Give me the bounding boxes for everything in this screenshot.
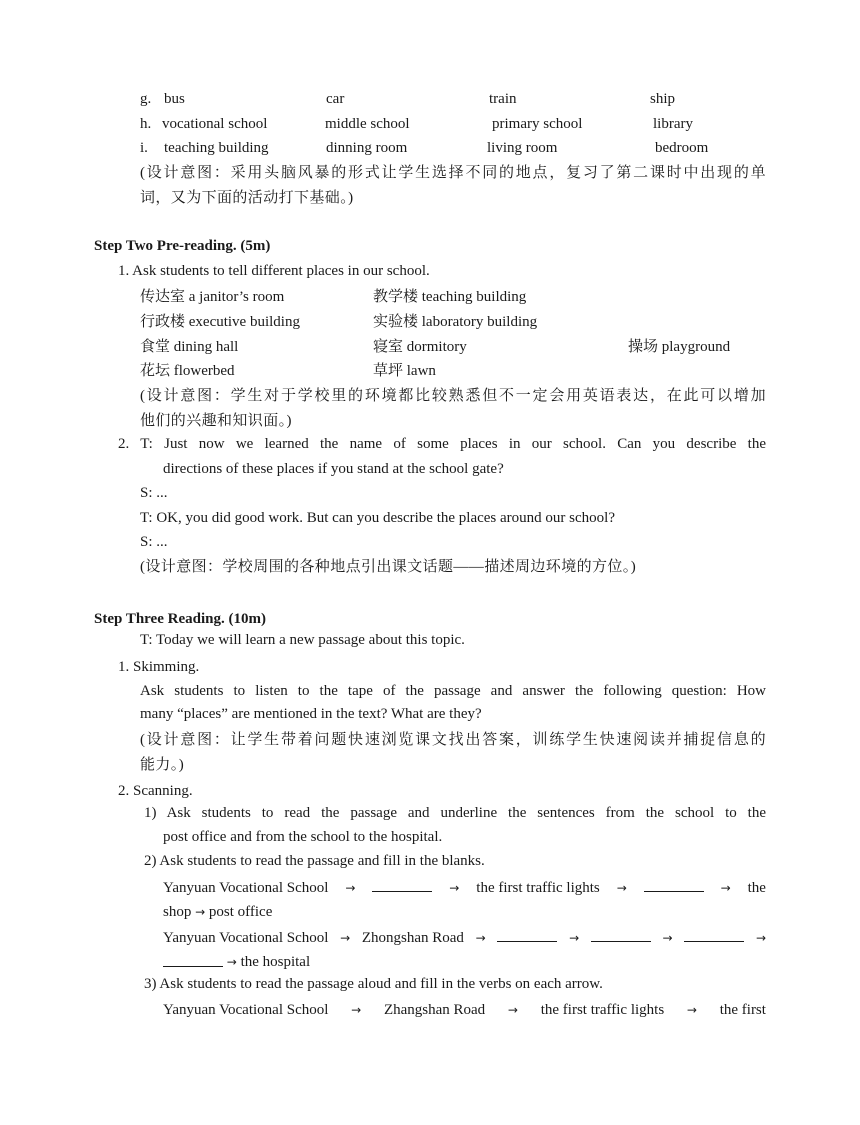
arrow-icon: → xyxy=(755,931,766,945)
vocab-word: ship xyxy=(650,91,676,107)
list-item-continuation: directions of these places if you stand at the school gate? xyxy=(163,461,504,477)
arrow-icon: → xyxy=(720,881,731,895)
route-stop: Yanyuan Vocational School xyxy=(163,1002,329,1018)
route-stop: Zhangshan Road xyxy=(383,1002,486,1018)
route-line xyxy=(163,905,272,920)
arrow-icon: → xyxy=(507,1003,518,1017)
place-item: 传达室 a janitor’s room xyxy=(140,289,285,305)
place-item: 草坪 lawn xyxy=(373,363,436,379)
route-stop: Zhongshan Road xyxy=(361,930,464,946)
route-stop: Yanyuan Vocational School xyxy=(163,930,329,946)
route-stop: the hospital xyxy=(240,954,311,970)
design-note: (设计意图：采用头脑风暴的形式让学生选择不同的地点，复习了第二课时中出现的单 xyxy=(140,165,766,181)
section-heading: Step Two Pre-reading. (5m) xyxy=(94,238,271,254)
route-line xyxy=(163,881,766,896)
arrow-icon: → xyxy=(226,955,237,969)
section-heading: Step Three Reading. (10m) xyxy=(94,611,266,627)
vocab-word: bedroom xyxy=(655,140,709,156)
sub-item: 1) Ask students to read the passage and underline the sentences from the school to the xyxy=(144,805,766,821)
place-item: 寝室 dormitory xyxy=(373,339,467,355)
arrow-icon: → xyxy=(340,931,351,945)
paragraph-line: many “places” are mentioned in the text? What are they? xyxy=(140,706,482,722)
route-stop: post office xyxy=(208,904,273,920)
design-note: (设计意图：学生对于学校里的环境都比较熟悉但不一定会用英语表达，在此可以增加 xyxy=(140,388,766,404)
route-stop: the xyxy=(747,880,766,896)
arrow-icon: → xyxy=(351,1003,362,1017)
fill-blank[interactable] xyxy=(684,940,744,942)
route-stop: the first traffic lights xyxy=(540,1002,665,1018)
fill-blank[interactable] xyxy=(591,940,651,942)
fill-blank[interactable] xyxy=(163,965,223,967)
list-item: 2. Scanning. xyxy=(118,783,193,799)
vocab-word: bus xyxy=(164,91,185,107)
design-note: 他们的兴趣和知识面。) xyxy=(140,413,292,429)
vocab-word: middle school xyxy=(325,116,410,132)
place-item: 食堂 dining hall xyxy=(140,339,239,355)
dialogue-line: S: ... xyxy=(140,534,168,550)
vocab-word: library xyxy=(653,116,693,132)
list-item: 1. Skimming. xyxy=(118,659,200,675)
vocab-word: car xyxy=(326,91,345,107)
dialogue-line: T: OK, you did good work. But can you describe the places around our school? xyxy=(140,510,615,526)
fill-blank[interactable] xyxy=(497,940,557,942)
fill-blank[interactable] xyxy=(644,890,704,892)
place-item: 操场 playground xyxy=(628,339,731,355)
route-line xyxy=(163,931,766,946)
arrow-icon: → xyxy=(616,881,627,895)
paragraph-line: Ask students to listen to the tape of the passage and answer the following question: How xyxy=(140,683,766,699)
vocab-word: living room xyxy=(487,140,558,156)
vocab-word: teaching building xyxy=(164,140,269,156)
vocab-label-g: g. xyxy=(140,91,152,107)
dialogue-line: S: ... xyxy=(140,485,168,501)
list-item: 1. Ask students to tell different places in our school. xyxy=(118,263,430,279)
vocab-word: train xyxy=(489,91,517,107)
design-note: (设计意图：学校周围的各种地点引出课文话题——描述周边环境的方位。) xyxy=(140,559,637,575)
vocab-word: vocational school xyxy=(162,116,268,132)
place-item: 实验楼 laboratory building xyxy=(373,314,538,330)
sub-item: 3) Ask students to read the passage aloud and fill in the verbs on each arrow. xyxy=(144,976,603,992)
arrow-icon: → xyxy=(662,931,673,945)
design-note: 词，又为下面的活动打下基础。) xyxy=(140,190,354,206)
arrow-icon: → xyxy=(569,931,580,945)
sub-item-continuation: post office and from the school to the hospital. xyxy=(163,829,443,845)
route-stop: the first traffic lights xyxy=(476,880,600,896)
arrow-icon: → xyxy=(686,1003,697,1017)
arrow-icon: → xyxy=(345,881,356,895)
fill-blank[interactable] xyxy=(372,890,432,892)
vocab-label-i: i. xyxy=(140,140,148,156)
route-stop: shop xyxy=(163,904,192,920)
vocab-label-h: h. xyxy=(140,116,152,132)
dialogue-line: T: Today we will learn a new passage about this topic. xyxy=(140,632,465,648)
design-note: 能力。) xyxy=(140,757,185,773)
place-item: 教学楼 teaching building xyxy=(373,289,527,305)
vocab-word: dinning room xyxy=(326,140,408,156)
route-stop: the first xyxy=(719,1002,766,1018)
route-line xyxy=(163,955,310,970)
arrow-icon: → xyxy=(195,905,206,919)
vocab-word: primary school xyxy=(492,116,583,132)
route-line xyxy=(163,1003,766,1018)
arrow-icon: → xyxy=(475,931,486,945)
design-note: (设计意图：让学生带着问题快速浏览课文找出答案，训练学生快速阅读并捕捉信息的 xyxy=(140,732,766,748)
sub-item: 2) Ask students to read the passage and fill in the blanks. xyxy=(144,853,485,869)
place-item: 花坛 flowerbed xyxy=(140,363,235,379)
route-stop: Yanyuan Vocational School xyxy=(163,880,329,896)
arrow-icon: → xyxy=(449,881,460,895)
place-item: 行政楼 executive building xyxy=(140,314,300,330)
list-item: 2. T: Just now we learned the name of some places in our school. Can you describe the xyxy=(118,436,766,452)
